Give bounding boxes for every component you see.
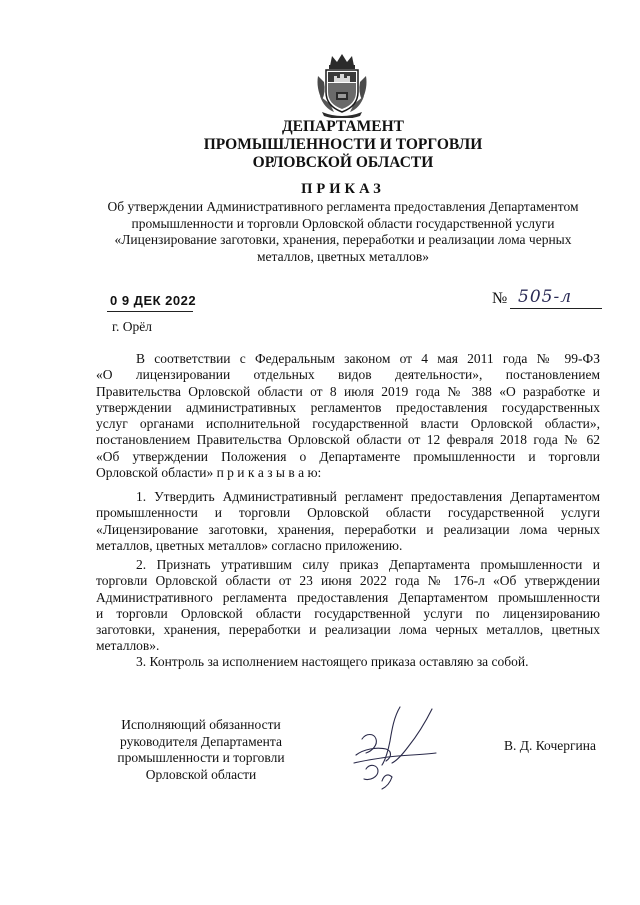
text-line: 1. Утвердить Административный регламент предоставления Департаментом — [136, 489, 600, 504]
subject-line: «Лицензирование заготовки, хранения, переработки и реализации лома черных — [114, 232, 572, 247]
signatory-position — [96, 717, 306, 783]
number-underline — [510, 308, 602, 309]
department-header — [130, 118, 556, 172]
position-line: промышленности и торговли — [117, 750, 285, 765]
order-item-3 — [96, 654, 600, 670]
text-line: Орловской области» п р и к а з ы в а ю: — [96, 465, 322, 481]
text-line: металлов». — [96, 638, 160, 654]
text-line: «О лицензировании отдельных видов деятельности», постановлением — [96, 367, 600, 383]
order-date-stamp: 0 9 ДЕК 2022 — [110, 293, 197, 308]
text-line: 2. Признать утратившим силу приказ Департамента промышленности и — [136, 557, 600, 572]
subject-line: Об утверждении Административного регламента предоставления Департаментом — [107, 199, 579, 214]
text-line: заготовки, хранения, переработки и реализации лома черных металлов, цветных — [96, 622, 600, 638]
signatory-name: В. Д. Кочергина — [504, 738, 596, 753]
department-name-line: ДЕПАРТАМЕНТ — [281, 118, 405, 135]
text-line: Правительства Орловской области от 8 июля 2019 года № 388 «О разработке и — [96, 383, 600, 399]
text-line: торговли Орловской области от 23 июня 2022 года № 176-л «Об утверждении — [96, 573, 600, 589]
order-number-label: № — [492, 290, 508, 307]
order-number-handwritten: 505-л — [518, 287, 573, 307]
position-line: руководителя Департамента — [120, 733, 282, 749]
city: г. Орёл — [112, 319, 152, 334]
department-name-line: ОРЛОВСКОЙ ОБЛАСТИ — [252, 154, 434, 171]
text-line: 3. Контроль за исполнением настоящего приказа оставляю за собой. — [136, 654, 529, 669]
coat-of-arms-emblem — [314, 52, 370, 118]
date-underline — [107, 311, 193, 312]
position-line: Орловской области — [145, 766, 257, 782]
subject-line: промышленности и торговли Орловской области государственной услуги — [131, 215, 555, 231]
text-line: «Об утверждении Положения о Департаменте промышленности и торговли — [96, 448, 600, 464]
text-line: постановлением Правительства Орловской области от 12 февраля 2018 года № 62 — [96, 432, 600, 448]
text-line: и торговли Орловской области государственной услуги по лицензированию — [96, 605, 600, 621]
text-line: промышленности и торговли Орловской области государственной услуги — [96, 505, 600, 521]
text-line: В соответствии с Федеральным законом от 4 мая 2011 года № 99-ФЗ — [136, 351, 600, 366]
text-line: услуг органами исполнительной государственной власти Орловской области», — [96, 416, 600, 432]
handwritten-signature — [352, 703, 442, 791]
department-name-line: ПРОМЫШЛЕННОСТИ И ТОРГОВЛИ — [203, 136, 483, 153]
text-line: «Лицензирование заготовки, хранения, переработки и реализации лома черных — [96, 521, 600, 537]
order-item-1 — [96, 489, 600, 554]
order-subject — [80, 199, 606, 265]
text-line: металлов, цветных металлов» согласно приложению. — [96, 537, 403, 553]
order-title: ПРИКАЗ — [301, 181, 385, 197]
preamble-paragraph — [96, 351, 600, 481]
position-line: Исполняющий обязанности — [121, 717, 281, 732]
text-line: утверждении административных регламентов предоставления государственных — [96, 399, 600, 415]
subject-line: металлов, цветных металлов» — [257, 248, 429, 264]
order-item-2 — [96, 557, 600, 655]
text-line: Административного регламента предоставления Департаментом промышленности — [96, 589, 600, 605]
